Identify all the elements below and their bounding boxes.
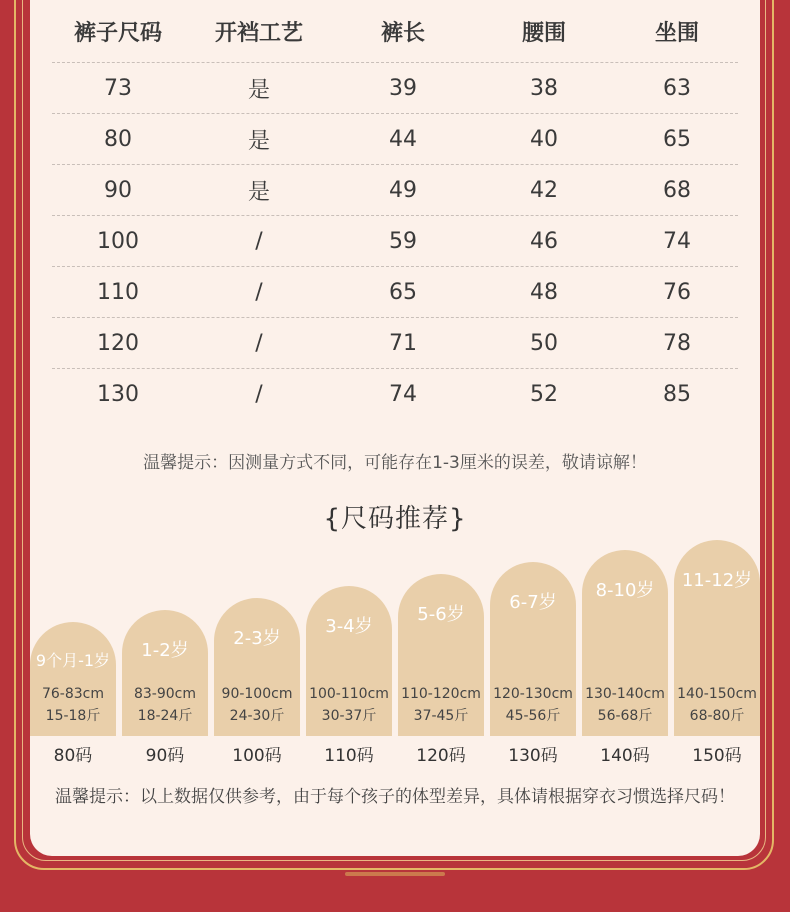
- cell-size: 130: [97, 381, 139, 407]
- recommended-size-label: 120码: [416, 746, 466, 766]
- cell-open-crotch: 是: [247, 77, 270, 103]
- reference-tip: 温馨提示：以上数据仅供参考，由于每个孩子的体型差异，具体请根据穿衣习惯选择尺码！: [55, 787, 735, 807]
- cell-size: 90: [104, 177, 132, 203]
- cell-waist: 40: [530, 126, 558, 152]
- cell-hip: 65: [663, 126, 691, 152]
- arch-height-range: 76-83cm: [41, 686, 104, 702]
- cell-length: 71: [389, 330, 417, 356]
- header-size: 裤子尺码: [73, 20, 162, 46]
- arch-body-info: [398, 683, 484, 727]
- arch-age-label: 3-4岁: [325, 616, 373, 637]
- arch-body-info: [582, 683, 668, 727]
- arch-height-range: 140-150cm: [677, 686, 757, 702]
- arch-age-label: 9个月-1岁: [35, 651, 111, 670]
- table-row: [52, 63, 738, 114]
- arch-age-label: 2-3岁: [233, 628, 281, 649]
- cell-hip: 68: [663, 177, 691, 203]
- arch-body-info: [214, 683, 300, 727]
- header-length: 裤长: [380, 20, 425, 46]
- header-hip: 坐围: [654, 20, 699, 46]
- age-arch: [490, 562, 576, 736]
- recommended-size-label: 90码: [145, 746, 185, 766]
- age-arch: [122, 610, 208, 736]
- size-table: [52, 0, 738, 419]
- cell-size: 110: [97, 279, 139, 305]
- recommended-size-label: 140码: [600, 746, 650, 766]
- cell-length: 65: [389, 279, 417, 305]
- age-arch: [214, 598, 300, 736]
- table-row: [52, 165, 738, 216]
- cell-open-crotch: /: [255, 279, 263, 305]
- arch-weight-range: 15-18斤: [45, 708, 101, 724]
- cell-open-crotch: /: [255, 330, 263, 356]
- arch-height-range: 90-100cm: [221, 686, 293, 702]
- cell-waist: 38: [530, 75, 558, 101]
- arch-body-info: [490, 683, 576, 727]
- arch-weight-range: 45-56斤: [505, 708, 561, 724]
- age-arch: [582, 550, 668, 736]
- measurement-tip: 温馨提示：因测量方式不同，可能存在1-3厘米的误差，敬请谅解！: [143, 453, 647, 473]
- cell-length: 49: [389, 177, 417, 203]
- recommended-size-label: 130码: [508, 746, 558, 766]
- header-waist: 腰围: [521, 20, 566, 46]
- arch-height-range: 100-110cm: [309, 686, 389, 702]
- arch-weight-range: 68-80斤: [689, 708, 745, 724]
- arch-weight-range: 30-37斤: [321, 708, 377, 724]
- cell-open-crotch: /: [255, 228, 263, 254]
- cell-waist: 50: [530, 330, 558, 356]
- arch-age-label: 8-10岁: [595, 580, 655, 601]
- cell-hip: 78: [663, 330, 691, 356]
- cell-open-crotch: 是: [247, 179, 270, 205]
- age-arch: [306, 586, 392, 736]
- arch-age-label: 6-7岁: [509, 592, 557, 613]
- cell-size: 120: [97, 330, 139, 356]
- cell-waist: 46: [530, 228, 558, 254]
- cell-waist: 52: [530, 381, 558, 407]
- cell-size: 100: [97, 228, 139, 254]
- table-row: [52, 318, 738, 369]
- size-table-header: [52, 0, 738, 63]
- arch-weight-range: 37-45斤: [413, 708, 469, 724]
- arch-height-range: 120-130cm: [493, 686, 573, 702]
- table-row: [52, 267, 738, 318]
- cell-length: 59: [389, 228, 417, 254]
- arch-body-info: [306, 683, 392, 727]
- arch-height-range: 83-90cm: [133, 686, 196, 702]
- age-arch: [398, 574, 484, 736]
- cell-size: 80: [104, 126, 132, 152]
- cell-hip: 76: [663, 279, 691, 305]
- cell-length: 39: [389, 75, 417, 101]
- arch-weight-range: 56-68斤: [597, 708, 653, 724]
- arch-age-label: 11-12岁: [681, 570, 753, 591]
- recommended-size-label: 150码: [692, 746, 742, 766]
- arch-weight-range: 24-30斤: [229, 708, 285, 724]
- cell-open-crotch: /: [255, 381, 263, 407]
- header-open-crotch: 开裆工艺: [214, 20, 303, 46]
- table-row: [52, 369, 738, 419]
- age-arch: [30, 622, 116, 736]
- cell-hip: 63: [663, 75, 691, 101]
- recommended-size-label: 100码: [232, 746, 282, 766]
- arch-age-label: 5-6岁: [417, 604, 465, 625]
- cell-size: 73: [104, 75, 132, 101]
- cell-waist: 42: [530, 177, 558, 203]
- arch-height-range: 130-140cm: [585, 686, 665, 702]
- recommended-size-label: 110码: [324, 746, 374, 766]
- size-table-body: [52, 63, 738, 419]
- arch-weight-range: 18-24斤: [137, 708, 193, 724]
- arch-age-label: 1-2岁: [141, 640, 189, 661]
- table-row: [52, 216, 738, 267]
- table-row: [52, 114, 738, 165]
- recommended-size-label: 80码: [53, 746, 93, 766]
- cell-waist: 48: [530, 279, 558, 305]
- arch-body-info: [122, 683, 208, 727]
- cell-length: 74: [389, 381, 417, 407]
- cell-open-crotch: 是: [247, 128, 270, 154]
- arch-body-info: [30, 683, 116, 727]
- bottom-ornament: [345, 872, 445, 876]
- cell-length: 44: [389, 126, 417, 152]
- arch-body-info: [674, 683, 760, 727]
- arch-height-range: 110-120cm: [401, 686, 481, 702]
- age-arch: [674, 540, 760, 736]
- recommend-title: {尺码推荐}: [323, 504, 467, 534]
- cell-hip: 85: [663, 381, 691, 407]
- cell-hip: 74: [663, 228, 691, 254]
